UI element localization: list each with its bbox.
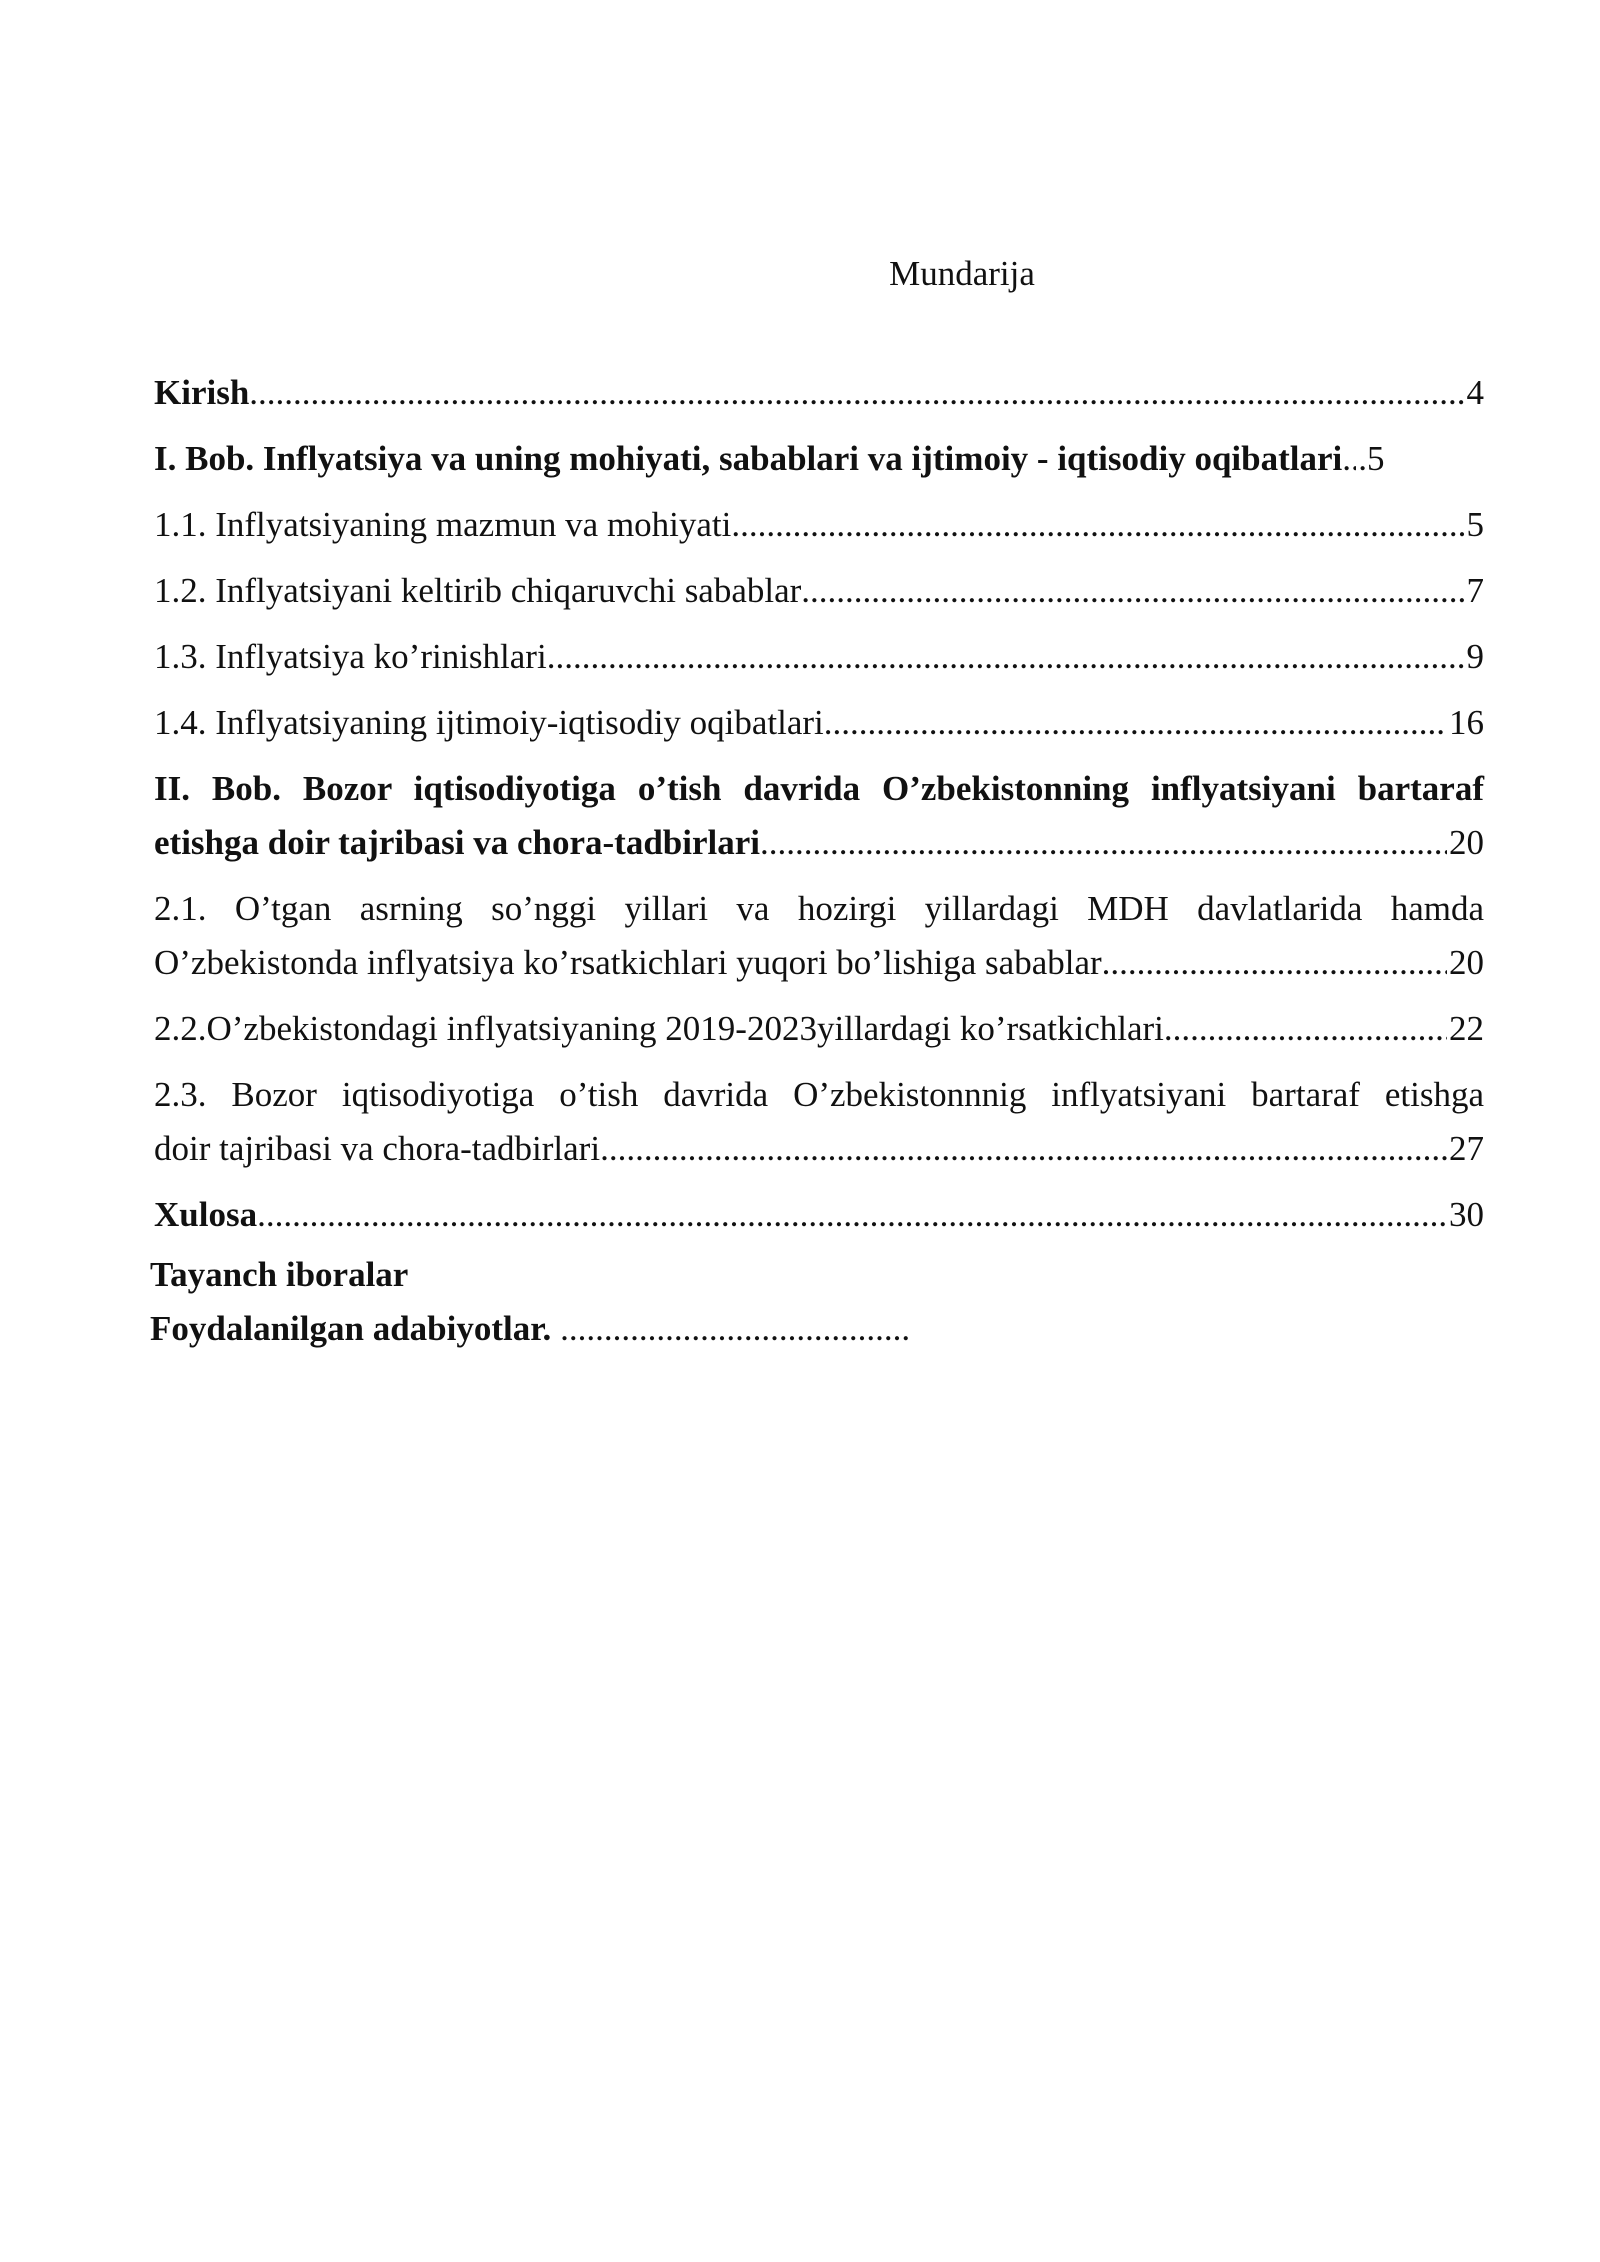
dot-leader — [1102, 936, 1447, 990]
toc-entry-text-line2: doir tajribasi va chora-tadbirlari — [154, 1129, 601, 1168]
toc-entry-tayanch-iboralar[interactable]: Tayanch iboralar — [150, 1255, 409, 1294]
toc-page-number: 7 — [1466, 571, 1484, 610]
dot-leader — [600, 1122, 1447, 1176]
toc-entry-text: Xulosa — [154, 1195, 258, 1234]
toc-entry-xulosa[interactable] — [154, 1188, 1484, 1254]
toc-entry-text-line1: 2.1. O’tgan asrning so’nggi yillari va hozirgi yillardagi MDH davlatlarida hamda — [154, 889, 1484, 928]
toc-entry-chapter-2[interactable] — [154, 762, 1484, 870]
dot-leader — [547, 630, 1465, 684]
dot-leader — [824, 696, 1447, 750]
toc-entry-kirish[interactable] — [154, 366, 1484, 432]
toc-page-number: 16 — [1449, 703, 1484, 742]
dot-leader — [249, 366, 1464, 420]
toc-entry-text: 1.1. Inflyatsiyaning mazmun va mohiyati — [154, 505, 732, 544]
dot-leader — [1342, 432, 1356, 486]
toc-entry-2-1[interactable] — [154, 882, 1484, 990]
toc-page-number: 4 — [1466, 373, 1484, 412]
dot-leader: ........................................ — [551, 1309, 911, 1348]
toc-entry-text: Kirish — [154, 373, 250, 412]
toc-page-number: 22 — [1449, 1009, 1484, 1048]
toc-page-number: 20 — [1449, 943, 1484, 982]
toc-entry-text: 1.2. Inflyatsiyani keltirib chiqaruvchi sabablar — [154, 571, 802, 610]
toc-entry-1-1[interactable] — [154, 498, 1484, 564]
toc-page-number: 5 — [1466, 505, 1484, 544]
toc-entry-2-3[interactable] — [154, 1068, 1484, 1176]
dot-leader — [731, 498, 1464, 552]
toc-entry-2-2[interactable] — [154, 1002, 1484, 1068]
dot-leader — [801, 564, 1464, 618]
toc-entry-text-line2: etishga doir tajribasi va chora-tadbirlari — [154, 823, 760, 862]
toc-entry-1-2[interactable] — [154, 564, 1484, 630]
toc-entry-1-3[interactable] — [154, 630, 1484, 696]
toc-entry-text: 2.2.O’zbekistondagi inflyatsiyaning 2019-2023yillardagi ko’rsatkichlari — [154, 1009, 1164, 1048]
dot-leader — [760, 816, 1447, 870]
toc-entry-text: I. Bob. Inflyatsiya va uning mohiyati, sabablari va ijtimoiy - iqtisodiy oqibatlari — [154, 439, 1343, 478]
toc-entry-text-line2: O’zbekistonda inflyatsiya ko’rsatkichlari yuqori bo’lishiga sabablar — [154, 943, 1102, 982]
toc-page-number: 20 — [1449, 823, 1484, 862]
toc-entry-text-line1: II. Bob. Bozor iqtisodiyotiga o’tish davrida O’zbekistonning inflyatsiyani bartaraf — [154, 769, 1484, 808]
toc-entry-1-4[interactable] — [154, 696, 1484, 762]
toc-entry-text: Foydalanilgan adabiyotlar. — [150, 1309, 552, 1348]
toc-title: Mundarija — [889, 254, 1035, 293]
toc-page-number: 27 — [1449, 1129, 1484, 1168]
table-of-contents — [154, 366, 1484, 1254]
toc-page-number: .5 — [1358, 439, 1385, 478]
toc-entry-text-line1: 2.3. Bozor iqtisodiyotiga o’tish davrida O’zbekistonnnig inflyatsiyani bartaraf etishga — [154, 1075, 1484, 1114]
toc-entry-foydalanilgan-adabiyotlar[interactable] — [150, 1302, 910, 1356]
dot-leader — [1164, 1002, 1447, 1056]
toc-page-number: 30 — [1449, 1195, 1484, 1234]
toc-page-number: 9 — [1466, 637, 1484, 676]
toc-tail — [150, 1248, 910, 1356]
toc-entry-chapter-1[interactable] — [154, 432, 1484, 498]
toc-entry-text: 1.3. Inflyatsiya ko’rinishlari — [154, 637, 547, 676]
toc-entry-text: 1.4. Inflyatsiyaning ijtimoiy-iqtisodiy oqibatlari — [154, 703, 824, 742]
dot-leader — [257, 1188, 1447, 1242]
